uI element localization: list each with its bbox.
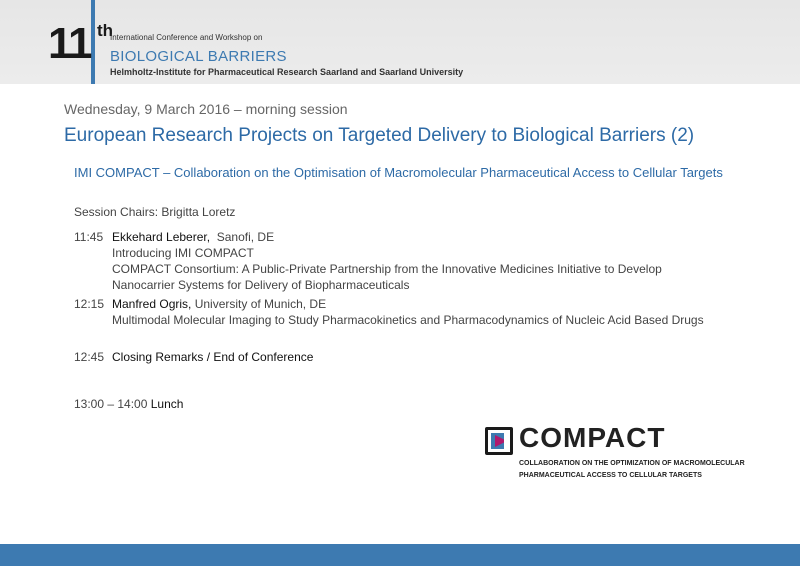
logo-tagline-line: PHARMACEUTICAL ACCESS TO CELLULAR TARGETS: [519, 472, 702, 479]
talk-title: COMPACT Consortium: A Public-Private Partnership from the Innovative Medicines Initiative to Develop: [112, 262, 662, 276]
edition-suffix: th: [97, 21, 114, 40]
entry-time: 11:45: [74, 230, 104, 244]
speaker-name: Manfred Ogris,: [112, 297, 192, 311]
footer-bar: [0, 544, 800, 566]
speaker-affiliation: University of Munich, DE: [194, 297, 327, 311]
session-subtitle: IMI COMPACT – Collaboration on the Optimisation of Macromolecular Pharmaceutical Access to Cellular Targets: [74, 165, 723, 180]
compact-logo: [485, 422, 765, 482]
logo-tagline: [519, 458, 745, 482]
speaker-affiliation: Sanofi, DE: [216, 230, 275, 244]
talk-title: Multimodal Molecular Imaging to Study Pharmacokinetics and Pharmacodynamics of Nucleic Acid Based Drugs: [112, 313, 704, 327]
program-entry: [74, 229, 662, 293]
entry-time: 12:15: [74, 297, 105, 311]
conference-name: BIOLOGICAL BARRIERS: [110, 48, 287, 65]
page-title: European Research Projects on Targeted Delivery to Biological Barriers (2): [64, 125, 695, 146]
program-entry: [74, 349, 313, 365]
program-entry: [74, 296, 704, 328]
edition-number: 11: [48, 19, 91, 68]
session-date: Wednesday, 9 March 2016 – morning session: [64, 101, 348, 117]
conference-organizer: Helmholtz-Institute for Pharmaceutical Research Saarland and Saarland University: [110, 67, 464, 77]
session-chairs: Session Chairs: Brigitta Loretz: [74, 205, 236, 219]
logo-tagline-line: COLLABORATION ON THE OPTIMIZATION OF MACROMOLECULAR: [519, 460, 745, 467]
header-accent-bar: [91, 0, 95, 84]
logo-wordmark: COMPACT: [519, 422, 666, 453]
closing-remarks: Closing Remarks / End of Conference: [112, 350, 314, 364]
talk-title: Introducing IMI COMPACT: [112, 246, 254, 260]
talk-title: Nanocarrier Systems for Delivery of Biopharmaceuticals: [112, 278, 410, 292]
speaker-name: Ekkehard Leberer,: [112, 230, 211, 244]
entry-time: 12:45: [74, 350, 105, 364]
entry-time: 13:00 – 14:00: [74, 397, 148, 411]
lunch-label: Lunch: [150, 397, 184, 411]
program-entry: [74, 396, 183, 412]
conference-header: [0, 0, 800, 84]
compact-logo-icon: [485, 427, 513, 455]
conference-subtitle: International Conference and Workshop on: [110, 33, 263, 42]
